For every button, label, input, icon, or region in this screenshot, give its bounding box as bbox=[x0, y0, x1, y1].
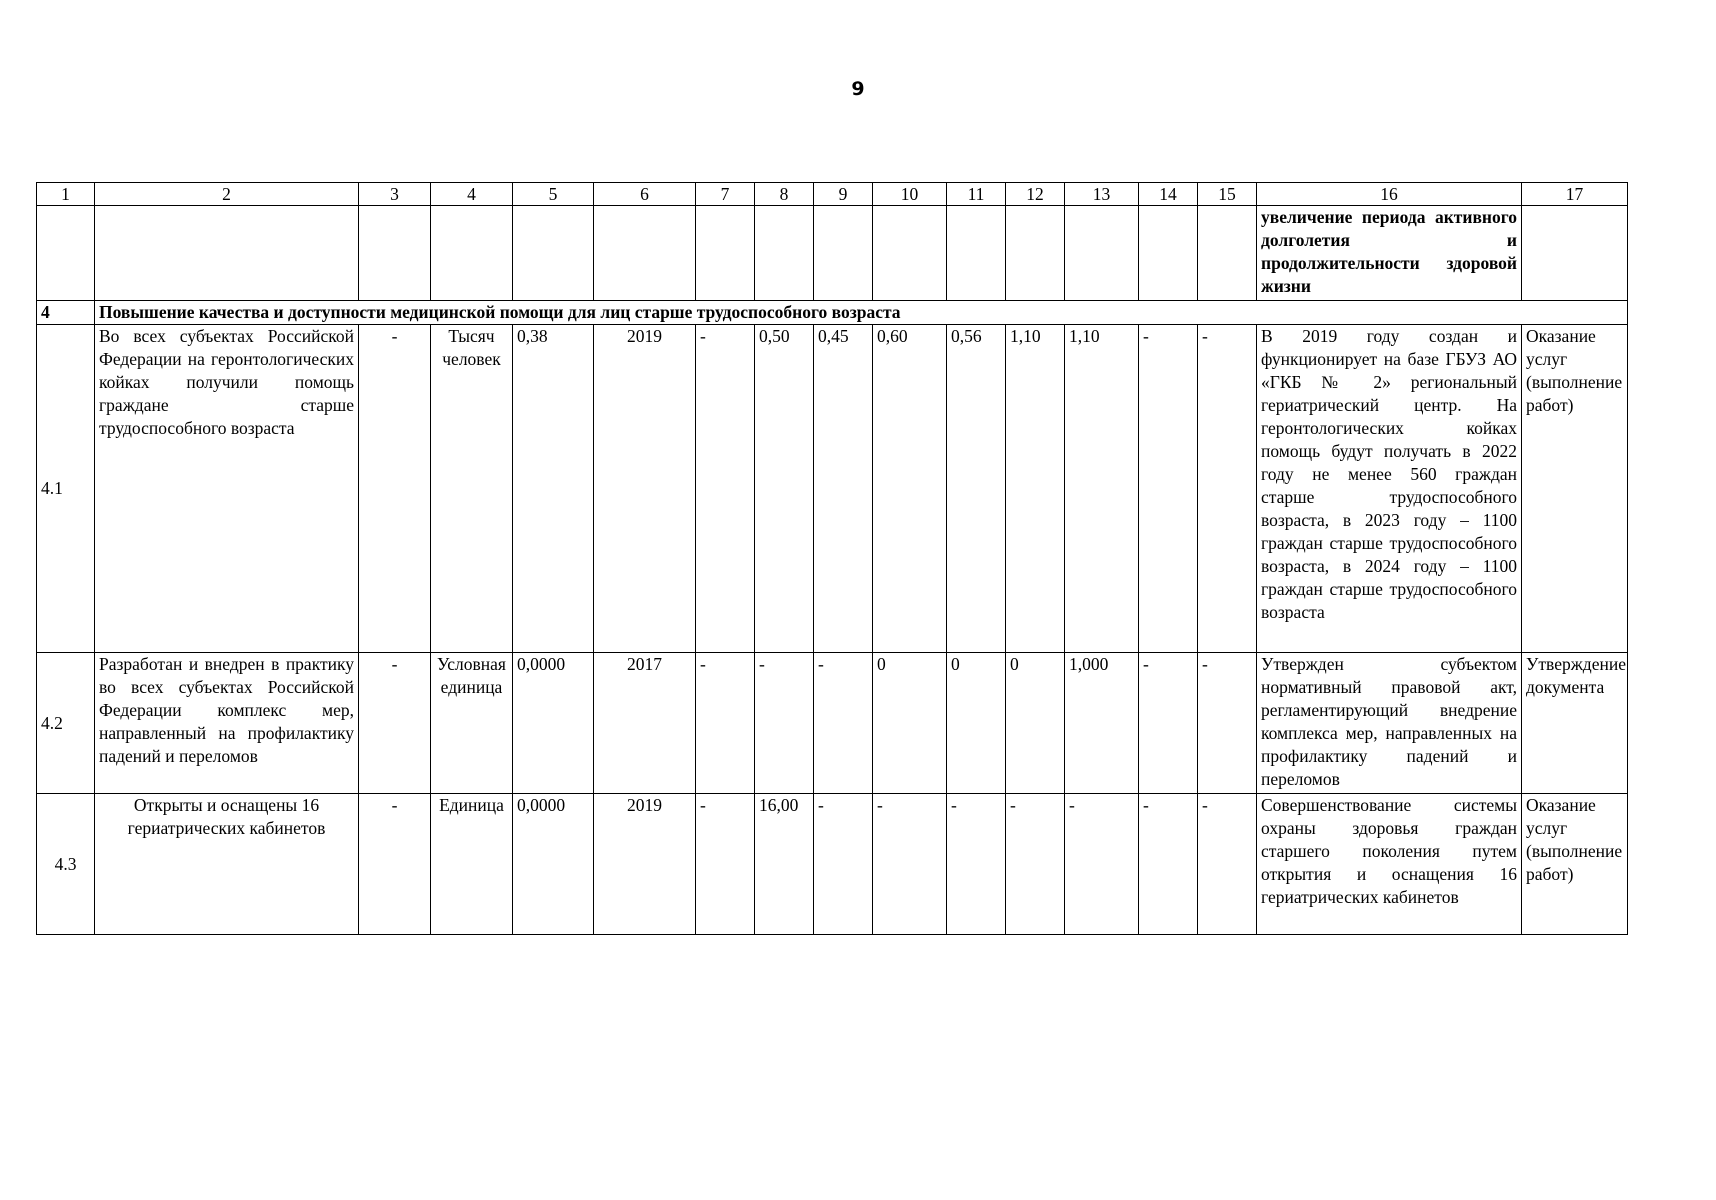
indicators-table bbox=[36, 182, 1628, 935]
value-cell: - bbox=[1198, 653, 1257, 794]
description: Утвержден субъектом нормативный правовой акт, регламентирующий внедрение комплекса мер, направленных на профилактику падений и переломов bbox=[1257, 653, 1522, 794]
value-cell: 1,000 bbox=[1065, 653, 1139, 794]
result-type: Оказание услуг (выполнение работ) bbox=[1522, 794, 1628, 935]
continuation-row bbox=[37, 206, 1628, 301]
base-value: 0,38 bbox=[513, 325, 594, 653]
value-cell: - bbox=[1006, 794, 1065, 935]
header-cell: 7 bbox=[696, 183, 755, 206]
value-cell: 0,56 bbox=[947, 325, 1006, 653]
value-cell: - bbox=[755, 653, 814, 794]
value-cell: 1,10 bbox=[1006, 325, 1065, 653]
row-id: 4.1 bbox=[37, 325, 95, 653]
value-cell: 16,00 bbox=[755, 794, 814, 935]
base-value: 0,0000 bbox=[513, 794, 594, 935]
value-cell: - bbox=[1198, 325, 1257, 653]
table-row bbox=[37, 653, 1628, 794]
value-cell: - bbox=[696, 794, 755, 935]
page-number: 9 bbox=[851, 78, 865, 100]
unit: Тысяч человек bbox=[431, 325, 513, 653]
header-cell: 15 bbox=[1198, 183, 1257, 206]
value-cell: - bbox=[1198, 794, 1257, 935]
header-cell: 9 bbox=[814, 183, 873, 206]
result-type: Утверждение документа bbox=[1522, 653, 1628, 794]
description: Совершенствование системы охраны здоровья граждан старшего поколения путем открытия и оснащения 16 гериатрических кабинетов bbox=[1257, 794, 1522, 935]
base-year: 2019 bbox=[594, 325, 696, 653]
result-name: Разработан и внедрен в практику во всех субъектах Российской Федерации комплекс мер, направленный на профилактику падений и переломов bbox=[95, 653, 359, 794]
base-year: 2017 bbox=[594, 653, 696, 794]
header-cell: 10 bbox=[873, 183, 947, 206]
header-cell: 12 bbox=[1006, 183, 1065, 206]
value-cell: - bbox=[947, 794, 1006, 935]
value-cell: - bbox=[814, 794, 873, 935]
unit: Единица bbox=[431, 794, 513, 935]
value-cell: - bbox=[814, 653, 873, 794]
header-row bbox=[37, 183, 1628, 206]
value-cell: - bbox=[696, 653, 755, 794]
header-cell: 5 bbox=[513, 183, 594, 206]
value-cell: - bbox=[1139, 794, 1198, 935]
table-row bbox=[37, 794, 1628, 935]
value-cell: - bbox=[696, 325, 755, 653]
row-id: 4.3 bbox=[37, 794, 95, 935]
header-cell: 4 bbox=[431, 183, 513, 206]
section-row bbox=[37, 301, 1628, 325]
value-cell: 0 bbox=[947, 653, 1006, 794]
value-cell: - bbox=[1065, 794, 1139, 935]
section-title: Повышение качества и доступности медицинской помощи для лиц старше трудоспособного возраста bbox=[95, 301, 1628, 325]
base-value: 0,0000 bbox=[513, 653, 594, 794]
value-cell: 1,10 bbox=[1065, 325, 1139, 653]
header-cell: 3 bbox=[359, 183, 431, 206]
value-cell: 0 bbox=[873, 653, 947, 794]
header-cell: 6 bbox=[594, 183, 696, 206]
description: В 2019 году создан и функционирует на базе ГБУЗ АО «ГКБ № 2» региональный гериатрический центр. На геронтологических койках помощь будут получать в 2022 году не менее 560 граждан старше трудоспособного возраста, в 2023 году – 1100 граждан старше трудоспособного возраста, в 2024 году – 1100 граждан старше трудоспособного возраста bbox=[1257, 325, 1522, 653]
value-cell: 0,60 bbox=[873, 325, 947, 653]
table-row bbox=[37, 325, 1628, 653]
continuation-description: увеличение периода активного долголетия и продолжительности здоровой жизни bbox=[1257, 206, 1522, 301]
result-name: Открыты и оснащены 16 гериатрических кабинетов bbox=[95, 794, 359, 935]
section-number: 4 bbox=[37, 301, 95, 325]
result-type: Оказание услуг (выполнение работ) bbox=[1522, 325, 1628, 653]
unit: Условная единица bbox=[431, 653, 513, 794]
value-cell: 0,45 bbox=[814, 325, 873, 653]
value-cell: - bbox=[873, 794, 947, 935]
col3-value: - bbox=[359, 794, 431, 935]
base-year: 2019 bbox=[594, 794, 696, 935]
row-id: 4.2 bbox=[37, 653, 95, 794]
header-cell: 13 bbox=[1065, 183, 1139, 206]
col3-value: - bbox=[359, 325, 431, 653]
value-cell: - bbox=[1139, 653, 1198, 794]
value-cell: - bbox=[1139, 325, 1198, 653]
value-cell: 0,50 bbox=[755, 325, 814, 653]
header-cell: 17 bbox=[1522, 183, 1628, 206]
col3-value: - bbox=[359, 653, 431, 794]
header-cell: 11 bbox=[947, 183, 1006, 206]
header-cell: 1 bbox=[37, 183, 95, 206]
result-name: Во всех субъектах Российской Федерации на геронтологических койках получили помощь граждане старше трудоспособного возраста bbox=[95, 325, 359, 653]
header-cell: 16 bbox=[1257, 183, 1522, 206]
header-cell: 2 bbox=[95, 183, 359, 206]
header-cell: 8 bbox=[755, 183, 814, 206]
header-cell: 14 bbox=[1139, 183, 1198, 206]
value-cell: 0 bbox=[1006, 653, 1065, 794]
